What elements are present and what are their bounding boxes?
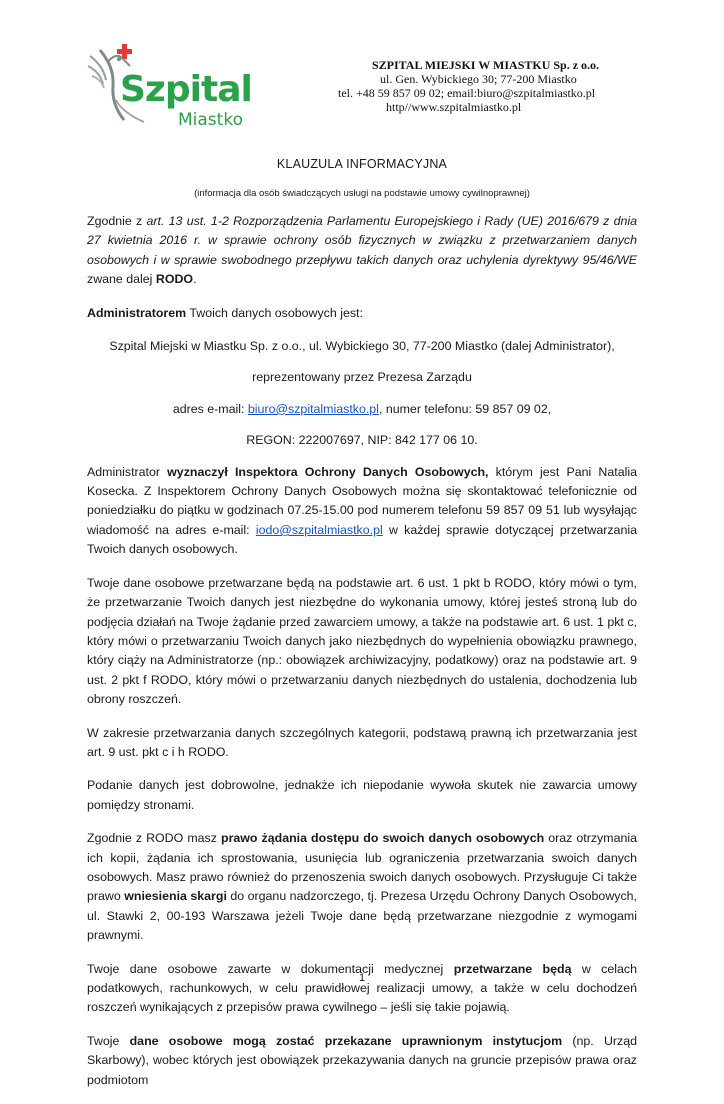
paragraph-legal-basis: Zgodnie z art. 13 ust. 1-2 Rozporządzenia Parlamentu Europejskiego i Rady (UE) 2016/679 z dnia 27 kwietnia 2016 r. w sprawie ochrony osób fizycznych w związku z przetwarzaniem danych osobowych i w sprawie swobodnego przepływu takich danych oraz uchylenia dyrektywy 95/46/WE zwane dalej RODO. xyxy=(87,214,638,287)
paragraph-iodo: Administrator wyznaczył Inspektora Ochrony Danych Osobowych, którym jest Pani Natalia Kosecka. Z Inspektorem Ochrony Danych Osobowych można się skontaktować telefonicznie od poniedziałku do piątku w godzinach 07.25-15.00 pod numerem telefonu 59 857 09 51 lub wysyłając wiadomość na adres e-mail: iodo@szpitalmiastko.pl w każdej sprawie dotyczącej przetwarzania Twoich danych osobowych. xyxy=(87,464,638,557)
document-subtitle: (informacja dla osób świadczących usługi na podstawie umowy cywilnoprawnej) xyxy=(194,188,530,199)
paragraph-special-categories: W zakresie przetwarzania danych szczególnych kategorii, podstawą prawną ich przetwarzania jest art. 9 ust. pkt c i h RODO. xyxy=(87,725,637,759)
paragraph-processing-basis: Twoje dane osobowe przetwarzane będą na podstawie art. 6 ust. 1 pkt b RODO, który mówi o tym, że przetwarzanie Twoich danych jest niezbędne do wykonania umowy, której jesteś stroną lub do podjęcia działań na Twoje żądanie przed zawarciem umowy, a także na podstawie art. 6 ust. 1 pkt c, który mówi o przetwarzaniu Twoich danych jako niezbędnych do wypełnienia obowiązku prawnego, który ciąży na Administratorze (np.: obowiązek archiwizacyjny, podatkowy) oraz na podstawie art. 9 ust. 2 pkt f RODO, który mówi o przetwarzaniu danych niezbędnych do ustalenia, dochodzenia lub obrony roszczeń. xyxy=(87,575,637,707)
hospital-contact: tel. +48 59 857 09 02; email:biuro@szpitalmiastko.pl xyxy=(338,86,596,100)
paragraph-voluntary: Podanie danych jest dobrowolne, jednakże ich niepodanie wywoła skutek nie zawarcia umowy pomiędzy stronami. xyxy=(87,778,637,812)
document-title: KLAUZULA INFORMACYJNA xyxy=(276,157,448,171)
letterhead xyxy=(300,58,630,114)
logo-city: Miastko xyxy=(178,110,243,130)
paragraph-administrator: Administratorem Twoich danych osobowych jest: xyxy=(87,305,363,320)
iodo-email-link[interactable]: iodo@szpitalmiastko.pl xyxy=(255,522,383,537)
admin-line-1: Szpital Miejski w Miastku Sp. z o.o., ul. Wybickiego 30, 77-200 Miastko (dalej Administrator), xyxy=(109,339,615,354)
hospital-name: SZPITAL MIEJSKI W MIASTKU Sp. z o.o. xyxy=(372,58,600,72)
hospital-address: ul. Gen. Wybickiego 30; 77-200 Miastko xyxy=(380,72,577,86)
paragraph-medical-records: Twoje dane osobowe zawarte w dokumentacji medycznej przetwarzane będą w celach podatkowych, rachunkowych, w celu prawidłowej realizacji umowy, a także w celu dochodzeń roszczeń wynikających z przepisów prawa cywilnego – jeśli się takie pojawią. xyxy=(87,961,637,1015)
paragraph-rights: Zgodnie z RODO masz prawo żądania dostępu do swoich danych osobowych oraz otrzymania ich kopii, żądania ich sprostowania, usunięcia lub ograniczenia przetwarzania swoich danych osobowych. Masz prawo również do przenoszenia swoich danych osobowych. Przysługuje Ci także prawo wniesienia skargi do organu nadzorczego, tj. Prezesa Urzędu Ochrony Danych Osobowych, ul. Stawki 2, 00-193 Warszawa jeżeli Twoje dane będą przetwarzane niezgodnie z wymogami prawnymi. xyxy=(87,831,637,943)
hospital-logo xyxy=(86,40,252,135)
document-body xyxy=(87,212,637,1104)
admin-line-2: reprezentowany przez Prezesa Zarządu xyxy=(252,370,472,385)
page-number: 1 xyxy=(358,972,366,984)
paragraph-recipients: Twoje dane osobowe mogą zostać przekazane uprawnionym instytucjom (np. Urząd Skarbowy), wobec których jest obowiązek przekazywania danych na gruncie przepisów prawa oraz podmiotom xyxy=(87,1033,637,1087)
admin-line-contact: adres e-mail: biuro@szpitalmiastko.pl, numer telefonu: 59 857 09 02, xyxy=(172,401,552,416)
admin-email-link[interactable]: biuro@szpitalmiastko.pl xyxy=(247,401,379,416)
hospital-website: http//www.szpitalmiastko.pl xyxy=(386,100,522,114)
admin-line-regon: REGON: 222007697, NIP: 842 177 06 10. xyxy=(246,433,478,448)
logo-wordmark: Szpital xyxy=(120,69,252,110)
